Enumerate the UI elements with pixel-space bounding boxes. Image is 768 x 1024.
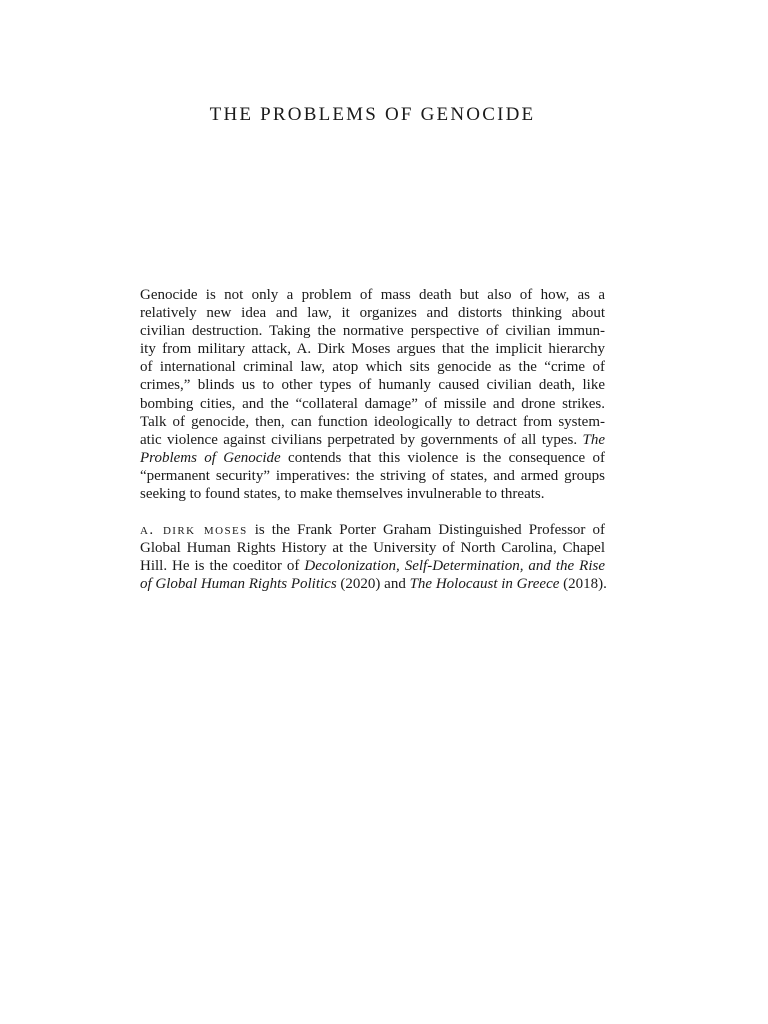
- description-line: Genocide is not only a problem of mass death but also of how, as a: [140, 287, 605, 303]
- coedited-book-title: Decolonization, Self-Determination, and the Rise: [304, 558, 606, 575]
- coedited-book-title: The Holocaust in Greece: [409, 576, 560, 593]
- description-line: ity from military attack, A. Dirk Moses argues that the implicit hierarchy: [140, 341, 605, 358]
- bio-text: is the Frank Porter Graham Distinguished Professor of: [254, 522, 605, 538]
- author-name: a. dirk moses: [140, 522, 248, 538]
- description-line: bombing cities, and the “collateral damage” of missile and drone strikes.: [140, 395, 605, 412]
- coedited-book-title: of Global Human Rights Politics: [140, 576, 337, 593]
- bio-text: (2020) and: [340, 576, 406, 593]
- page-title: THE PROBLEMS OF GENOCIDE: [209, 104, 536, 125]
- book-description: [140, 286, 605, 503]
- author-bio: [140, 521, 605, 593]
- description-line: civilian destruction. Taking the normative perspective of civilian immun-: [140, 323, 605, 340]
- description-text: atic violence against civilians perpetrated by governments of all types.: [140, 431, 578, 448]
- bio-line: Global Human Rights History at the University of North Carolina, Chapel: [140, 540, 605, 557]
- description-line: of international criminal law, atop which sits genocide as the “crime of: [140, 359, 605, 376]
- description-line: [140, 449, 605, 467]
- description-text: contends that this violence is the consequence of: [288, 449, 606, 466]
- book-title-italic: The: [582, 431, 606, 448]
- description-line: relatively new idea and law, it organizes and distorts thinking about: [140, 305, 605, 322]
- description-line: seeking to found states, to make themselves invulnerable to threats.: [140, 486, 545, 503]
- description-line: [140, 431, 605, 449]
- bio-line: [140, 575, 605, 593]
- book-title-italic: Problems of Genocide: [140, 449, 281, 466]
- bio-text: (2018).: [563, 576, 607, 593]
- bio-text: Hill. He is the coeditor of: [140, 558, 300, 575]
- bio-line: [140, 521, 605, 539]
- bio-line: [140, 557, 605, 575]
- description-line: crimes,” blinds us to other types of humanly caused civilian death, like: [140, 377, 605, 394]
- description-line: “permanent security” imperatives: the striving of states, and armed groups: [140, 467, 605, 484]
- description-line: Talk of genocide, then, can function ideologically to detract from system-: [140, 413, 605, 430]
